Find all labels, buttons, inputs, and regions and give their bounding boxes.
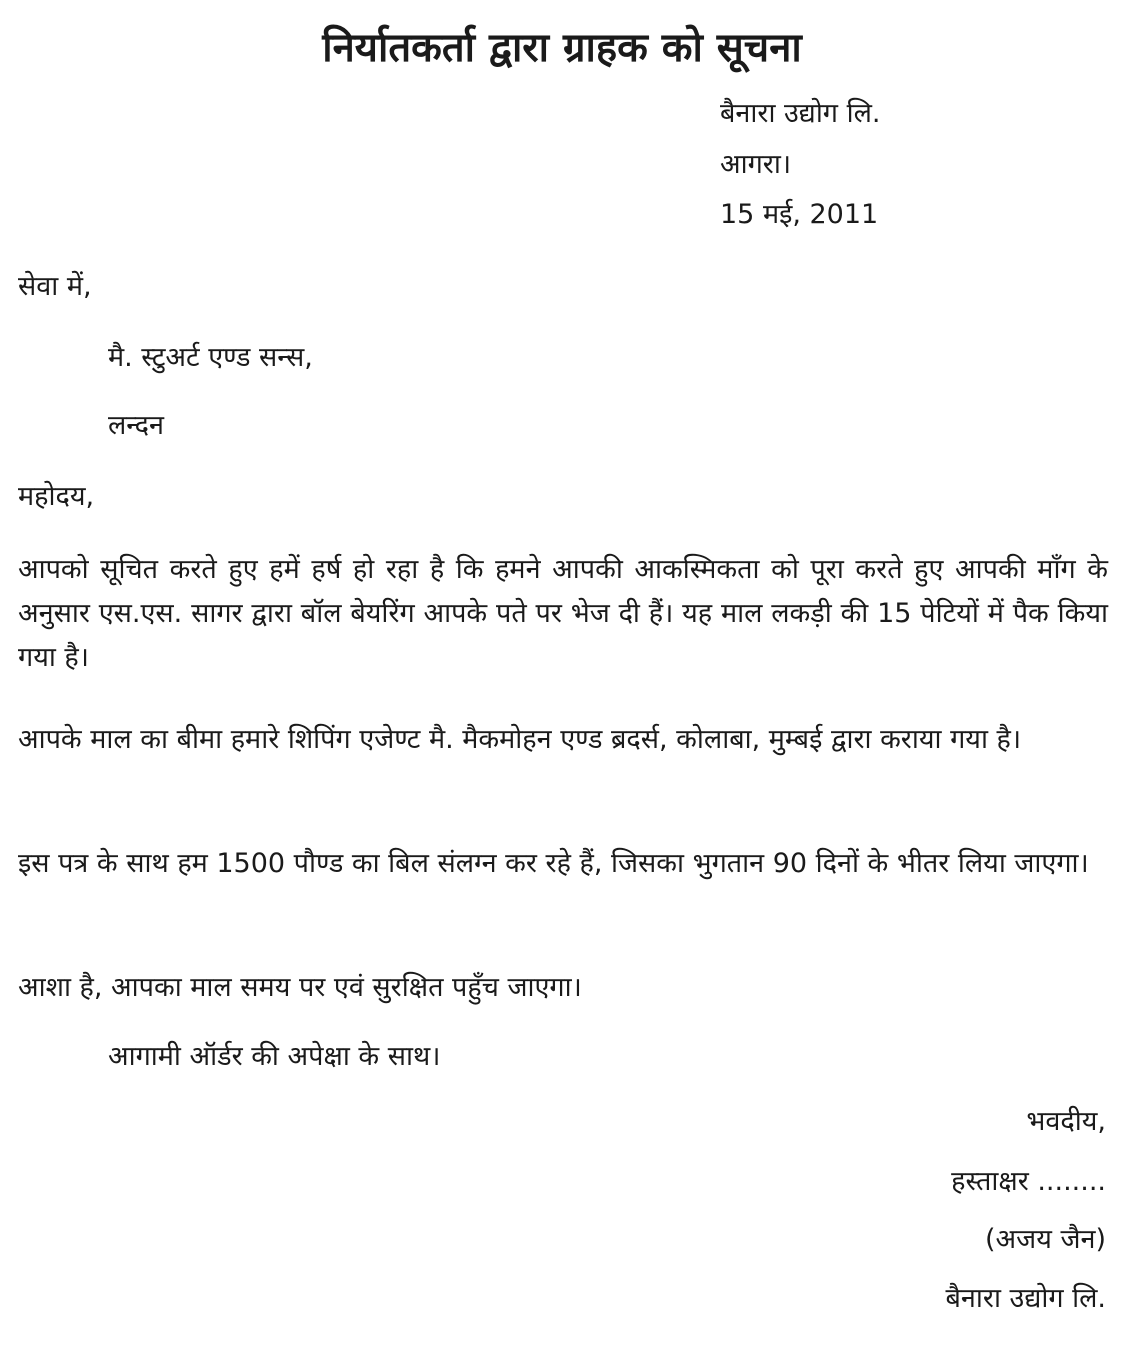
greeting: महोदय, <box>18 481 95 512</box>
sender-city: आगरा। <box>720 149 792 180</box>
body-paragraph-4: आशा है, आपका माल समय पर एवं सुरक्षित पहुँच जाएगा। <box>18 972 582 1003</box>
closing-line: आगामी ऑर्डर की अपेक्षा के साथ। <box>108 1041 441 1072</box>
recipient-city: लन्दन <box>108 410 164 441</box>
letter-date: 15 मई, 2011 <box>720 199 879 230</box>
signature-line: हस्ताक्षर ........ <box>951 1166 1106 1197</box>
signoff-yours: भवदीय, <box>1026 1106 1106 1137</box>
signatory-company: बैनारा उद्योग लि. <box>945 1283 1106 1314</box>
recipient-name: मै. स्टुअर्ट एण्ड सन्स, <box>108 342 313 373</box>
sender-company: बैनारा उद्योग लि. <box>720 98 881 129</box>
body-paragraph-2: आपके माल का बीमा हमारे शिपिंग एजेण्ट मै. मैकमोहन एण्ड ब्रदर्स, कोलाबा, मुम्बई द्वारा कराया गया है। <box>18 724 1022 755</box>
body-paragraph-1: आपको सूचित करते हुए हमें हर्ष हो रहा है कि हमने आपकी आकस्मिकता को पूरा करते हुए आपकी माँग के अनुसार एस.एस. सागर द्वारा बॉल बेयरिंग आपके पते पर भेज दी हैं। यह माल लकड़ी की 15 पेटियों में पैक किया गया है। <box>18 554 1108 673</box>
signatory-name: (अजय जैन) <box>985 1224 1106 1255</box>
body-paragraph-3: इस पत्र के साथ हम 1500 पौण्ड का बिल संलग्न कर रहे हैं, जिसका भुगतान 90 दिनों के भीतर लिया जाएगा। <box>18 848 1089 879</box>
recipient-salutation: सेवा में, <box>18 271 92 302</box>
letter-title: निर्यातकर्ता द्वारा ग्राहक को सूचना <box>322 25 802 71</box>
